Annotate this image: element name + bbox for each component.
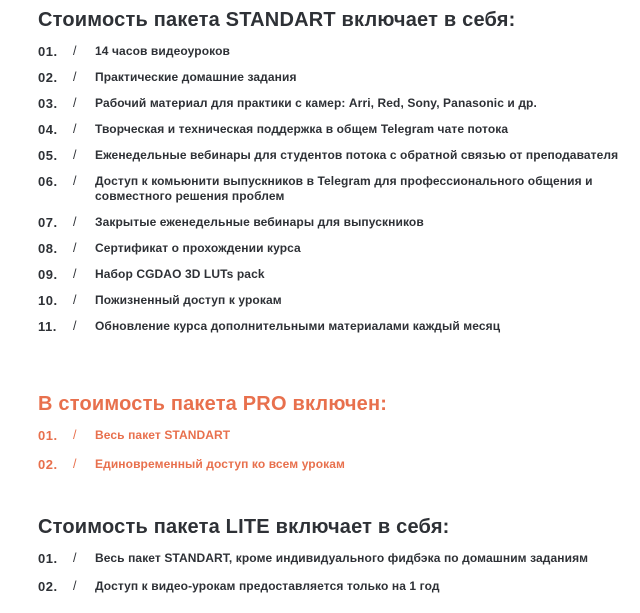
pro-list bbox=[38, 428, 622, 472]
item-number: 03. bbox=[38, 96, 58, 111]
item-text: Закрытые еженедельные вебинары для выпускников bbox=[95, 215, 424, 229]
item-text: Еженедельные вебинары для студентов потока с обратной связью от преподавателя bbox=[95, 148, 619, 162]
list-item bbox=[38, 96, 622, 111]
item-text: Доступ к комьюнити выпускников в Telegram для профессионального общения и совместного решения проблем bbox=[95, 174, 593, 203]
slash-separator: / bbox=[73, 293, 77, 307]
item-number: 02. bbox=[38, 457, 58, 472]
section-pro-title: В стоимость пакета PRO включен: bbox=[38, 393, 388, 415]
slash-separator: / bbox=[73, 44, 77, 58]
slash-separator: / bbox=[73, 96, 77, 110]
list-item bbox=[38, 293, 622, 308]
slash-separator: / bbox=[73, 122, 77, 136]
slash-separator: / bbox=[73, 241, 77, 255]
item-text: Набор CGDAO 3D LUTs pack bbox=[95, 267, 265, 281]
list-item bbox=[38, 579, 622, 594]
item-number: 05. bbox=[38, 148, 58, 163]
slash-separator: / bbox=[73, 267, 77, 281]
slash-separator: / bbox=[73, 148, 77, 162]
list-item bbox=[38, 148, 622, 163]
item-number: 01. bbox=[38, 44, 58, 59]
section-standart bbox=[38, 8, 622, 345]
slash-separator: / bbox=[73, 579, 77, 593]
slash-separator: / bbox=[73, 174, 77, 188]
item-text: Рабочий материал для практики с камер: Arri, Red, Sony, Panasonic и др. bbox=[95, 96, 537, 110]
slash-separator: / bbox=[73, 70, 77, 84]
item-number: 10. bbox=[38, 293, 58, 308]
list-item bbox=[38, 174, 622, 204]
list-item bbox=[38, 319, 622, 334]
item-text: Практические домашние задания bbox=[95, 70, 297, 84]
slash-separator: / bbox=[73, 551, 77, 565]
item-text: Творческая и техническая поддержка в общем Telegram чате потока bbox=[95, 122, 509, 136]
slash-separator: / bbox=[73, 457, 77, 471]
item-text: 14 часов видеоуроков bbox=[95, 44, 230, 58]
item-number: 02. bbox=[38, 70, 58, 85]
list-item bbox=[38, 44, 622, 59]
item-number: 08. bbox=[38, 241, 58, 256]
item-text: Сертификат о прохождении курса bbox=[95, 241, 301, 255]
item-number: 02. bbox=[38, 579, 58, 594]
section-lite bbox=[38, 515, 622, 607]
item-number: 09. bbox=[38, 267, 58, 282]
slash-separator: / bbox=[73, 319, 77, 333]
item-text: Весь пакет STANDART, кроме индивидуального фидбэка по домашним заданиям bbox=[95, 551, 589, 565]
item-text: Единовременный доступ ко всем урокам bbox=[95, 457, 346, 471]
slash-separator: / bbox=[73, 215, 77, 229]
list-item bbox=[38, 428, 622, 443]
item-number: 01. bbox=[38, 428, 58, 443]
list-item bbox=[38, 457, 622, 472]
list-item bbox=[38, 215, 622, 230]
list-item bbox=[38, 70, 622, 85]
section-pro bbox=[38, 392, 622, 486]
list-item bbox=[38, 267, 622, 282]
item-text: Обновление курса дополнительными материалами каждый месяц bbox=[95, 319, 501, 333]
item-number: 06. bbox=[38, 174, 58, 189]
standart-list bbox=[38, 44, 622, 334]
list-item bbox=[38, 241, 622, 256]
item-number: 01. bbox=[38, 551, 58, 566]
item-number: 04. bbox=[38, 122, 58, 137]
item-text: Весь пакет STANDART bbox=[95, 428, 231, 442]
item-text: Пожизненный доступ к урокам bbox=[95, 293, 282, 307]
list-item bbox=[38, 551, 622, 566]
section-standart-title: Стоимость пакета STANDART включает в себя: bbox=[38, 9, 516, 31]
lite-list bbox=[38, 551, 622, 594]
item-number: 11. bbox=[38, 319, 57, 334]
section-lite-title: Стоимость пакета LITE включает в себя: bbox=[38, 516, 450, 538]
item-number: 07. bbox=[38, 215, 58, 230]
list-item bbox=[38, 122, 622, 137]
slash-separator: / bbox=[73, 428, 77, 442]
item-text: Доступ к видео-урокам предоставляется только на 1 год bbox=[95, 579, 440, 593]
